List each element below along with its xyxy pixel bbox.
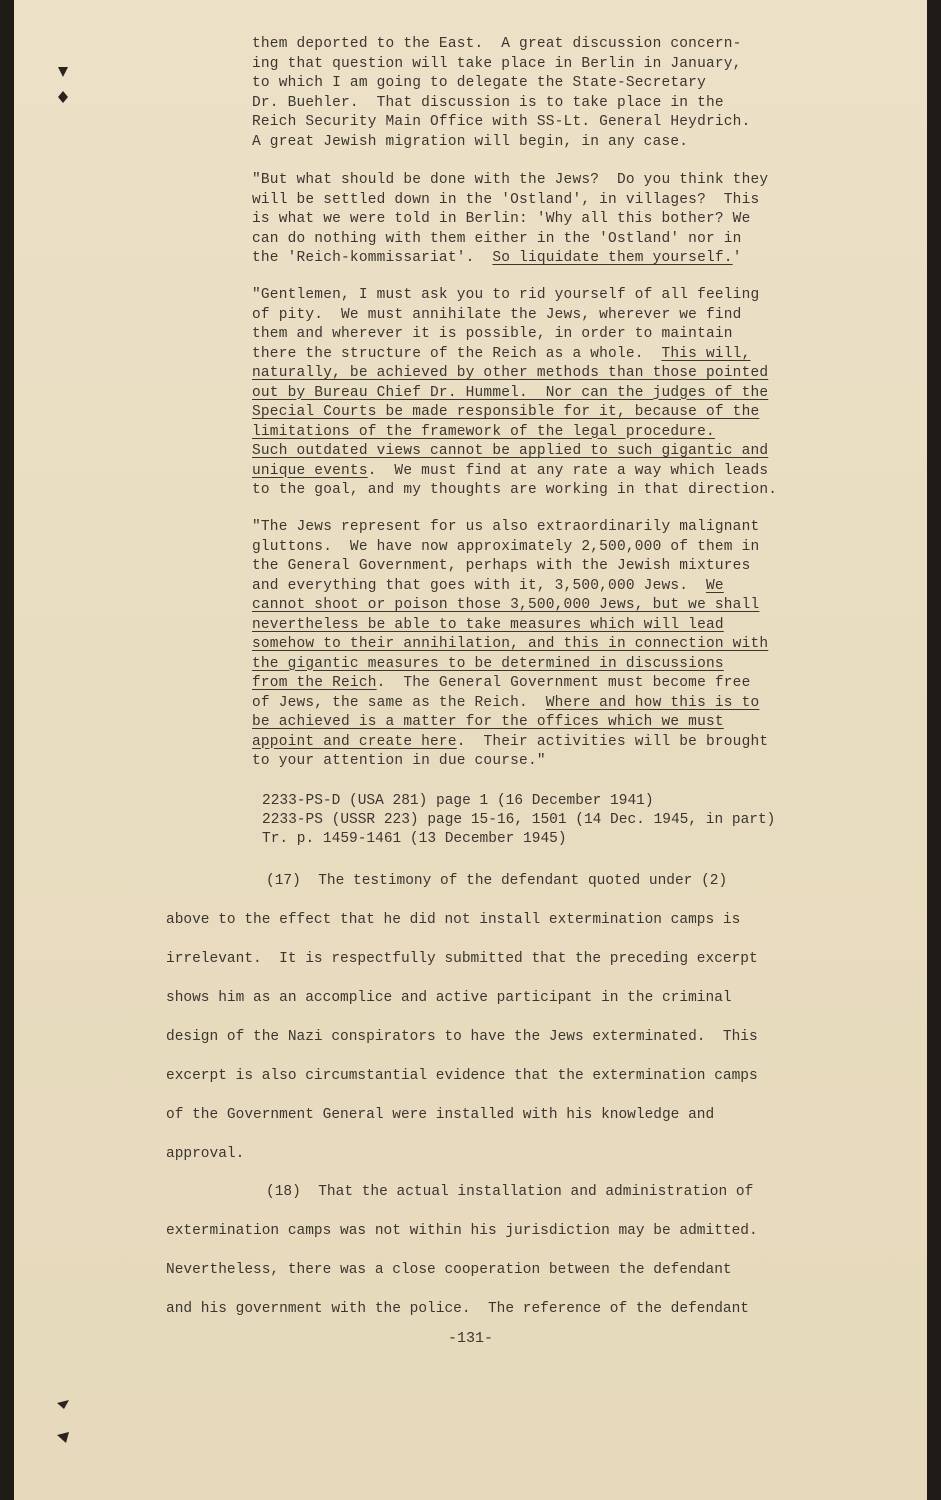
punch-hole-icon [56, 1396, 70, 1410]
underlined-text: limitations of the framework of the legal procedure. [252, 423, 715, 440]
underlined-text: from the Reich [252, 675, 377, 691]
text-line: (18) That the actual installation and administration of [266, 1184, 754, 1200]
text-line [252, 733, 842, 753]
underlined-text: cannot shoot or poison those 3,500,000 Jews, but we shall [252, 597, 760, 613]
text-line: the General Government, perhaps with the Jewish mixtures [252, 558, 751, 574]
text-span: there the structure of the Reich as a whole. [252, 345, 662, 362]
text-line: to your attention in due course." [252, 753, 546, 769]
underlined-text: the gigantic measures to be determined in discussions [252, 655, 724, 672]
text-line: will be settled down in the 'Ostland', in villages? This [252, 191, 760, 208]
text-line: of the Government General were installed with his knowledge and [166, 1107, 715, 1123]
text-span: and everything that goes with it, 3,500,000 Jews. [252, 577, 706, 594]
text-line: them deported to the East. A great discussion concern- [252, 36, 742, 52]
text-line: irrelevant. It is respectfully submitted that the preceding excerpt [166, 951, 758, 967]
text-line: gluttons. We have now approximately 2,500,000 of them in [252, 538, 760, 555]
text-line [252, 577, 842, 597]
text-line: "The Jews represent for us also extraordinarily malignant [252, 519, 760, 535]
text-line: shows him as an accomplice and active participant in the criminal [166, 990, 732, 1006]
text-span: . Their activities will be brought [456, 733, 769, 750]
text-line [252, 462, 842, 482]
right-scan-edge [927, 0, 941, 1500]
punch-hole-icon [56, 1430, 70, 1444]
text-span: . The General Government must become free [376, 675, 751, 691]
text-line: extermination camps was not within his jurisdiction may be admitted. [166, 1223, 758, 1239]
text-line: can do nothing with them either in the 'Ostland' nor in [252, 230, 742, 247]
text-line [252, 694, 842, 714]
text-line: above to the effect that he did not install extermination camps is [166, 912, 741, 928]
text-span: of Jews, the same as the Reich. [252, 694, 546, 711]
text-line [252, 249, 842, 269]
text-line [252, 345, 842, 365]
text-line: excerpt is also circumstantial evidence that the extermination camps [166, 1068, 758, 1084]
underlined-text: out by Bureau Chief Dr. Hummel. Nor can the judges of the [252, 384, 769, 401]
citation-line: Tr. p. 1459-1461 (13 December 1945) [262, 831, 567, 847]
text-line: "Gentlemen, I must ask you to rid yourself of all feeling [252, 287, 760, 303]
text-line: to the goal, and my thoughts are working in that direction. [252, 482, 778, 498]
underlined-text: We [705, 577, 724, 594]
underlined-text: Such outdated views cannot be applied to such gigantic and [252, 443, 769, 459]
text-line: to which I am going to delegate the State-Secretary [252, 75, 706, 91]
text-line: approval. [166, 1146, 245, 1162]
underlined-text: nevertheless be able to take measures which will lead [252, 616, 724, 633]
underlined-text: So liquidate them yourself. [492, 250, 733, 266]
text-line: Dr. Buehler. That discussion is to take place in the [252, 94, 724, 111]
underlined-text: Where and how this is to [545, 694, 760, 711]
text-line: is what we were told in Berlin: 'Why all this bother? We [252, 211, 751, 227]
text-line: Reich Security Main Office with SS-Lt. General Heydrich. [252, 114, 751, 130]
text-span: the 'Reich-kommissariat'. [252, 250, 493, 266]
text-line: ing that question will take place in Berlin in January, [252, 55, 742, 72]
punch-hole-icon [56, 64, 70, 78]
underlined-text: naturally, be achieved by other methods than those pointed [252, 365, 769, 381]
citation-block [262, 792, 862, 849]
paragraph-17 [166, 862, 846, 1174]
text-line: A great Jewish migration will begin, in any case. [252, 133, 689, 150]
text-line: and his government with the police. The reference of the defendant [166, 1301, 749, 1317]
underlined-text: somehow to their annihilation, and this in connection with [252, 636, 769, 652]
quote-paragraph-3 [252, 286, 842, 501]
paragraph-18 [166, 1173, 846, 1329]
underlined-text: unique events [252, 462, 368, 479]
page-number: -131- [447, 1330, 493, 1347]
underlined-text: appoint and create here [252, 733, 457, 750]
text-span: . We must find at any rate a way which leads [367, 462, 769, 479]
text-line: them and wherever it is possible, in order to maintain [252, 326, 733, 342]
citation-line: 2233-PS-D (USA 281) page 1 (16 December 1941) [262, 793, 654, 809]
underlined-text: This will, [661, 345, 751, 362]
text-line: of pity. We must annihilate the Jews, wherever we find [252, 306, 742, 323]
punch-hole-icon [56, 90, 70, 104]
citation-line: 2233-PS (USSR 223) page 15-16, 1501 (14 Dec. 1945, in part) [262, 812, 776, 828]
text-line: "But what should be done with the Jews? Do you think they [252, 172, 769, 188]
quote-paragraph-4 [252, 518, 842, 772]
underlined-text: be achieved is a matter for the offices which we must [252, 714, 724, 730]
left-scan-edge [0, 0, 14, 1500]
text-line [252, 674, 842, 694]
underlined-text: Special Courts be made responsible for it, because of the [252, 404, 760, 420]
text-line: (17) The testimony of the defendant quoted under (2) [266, 873, 728, 889]
text-span: ' [732, 250, 742, 266]
quote-paragraph-1 [252, 35, 842, 152]
text-line: design of the Nazi conspirators to have the Jews exterminated. This [166, 1029, 758, 1045]
quote-paragraph-2 [252, 171, 842, 269]
text-line: Nevertheless, there was a close cooperation between the defendant [166, 1262, 732, 1278]
